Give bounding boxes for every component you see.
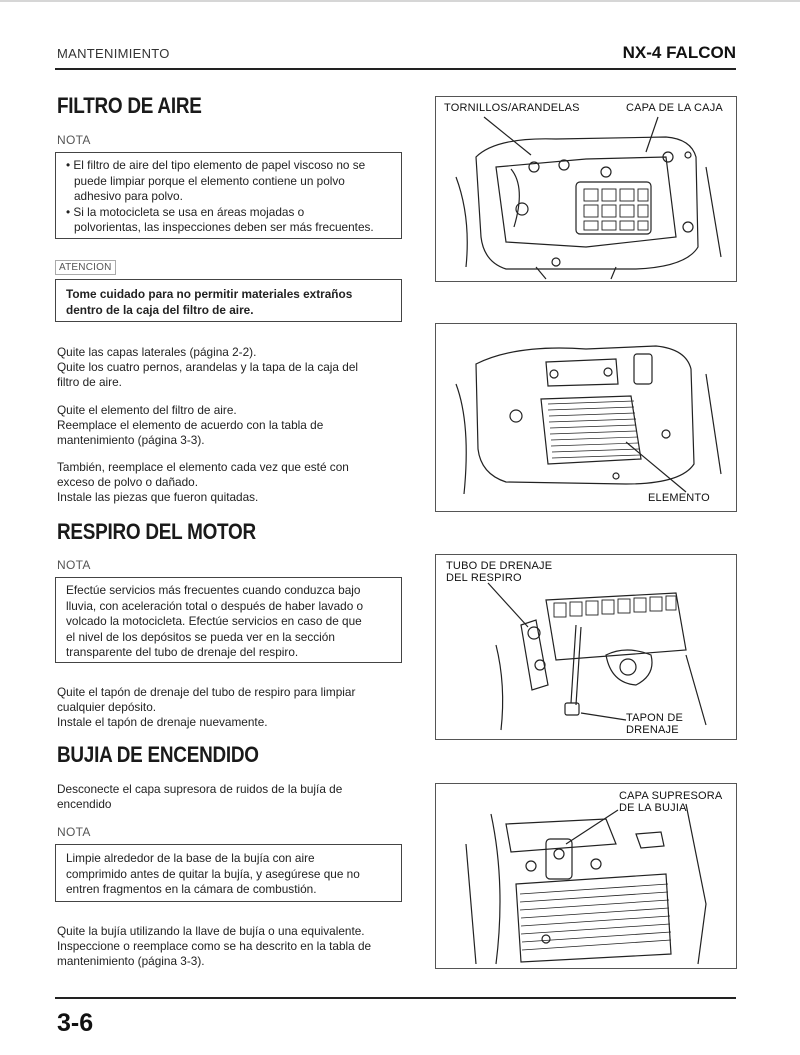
fig1-label-cover: CAPA DE LA CAJA <box>626 102 723 114</box>
header-rule <box>55 68 736 70</box>
bujia-nota-label: NOTA <box>57 825 91 839</box>
bujia-title: BUJIA DE ENCENDIDO <box>57 742 259 767</box>
bujia-intro: Desconecte el capa supresora de ruidos de la bujía de encendido <box>57 782 343 811</box>
fig3-label-plug: TAPON DE DRENAJE <box>626 712 684 736</box>
fig4-label-cap: CAPA SUPRESORA DE LA BUJIA <box>619 790 723 814</box>
figure-spark-plug-cap <box>435 783 737 969</box>
fig1-label-bolts: TORNILLOS/ARANDELAS <box>444 102 580 114</box>
figure-breather-drain <box>435 554 737 740</box>
filtro-title: FILTRO DE AIRE <box>57 93 202 118</box>
section-header: MANTENIMIENTO <box>57 46 170 61</box>
nota-item-2: • Si la motocicleta se usa en áreas mojadas o polvorientas, las inspecciones deben ser más frecuentes. <box>66 204 374 234</box>
air-box-cover-drawing <box>436 97 736 281</box>
fig2-label-element: ELEMENTO <box>648 492 710 504</box>
respiro-nota-box: Efectúe servicios más frecuentes cuando conduzca bajo lluvia, con aceleración total o después de haber lavado o volcado la motocicleta. Efectúe servicios en caso de que el nivel de los depósitos se pueda ver en la sección transparente del tubo de drenaje del respiro. <box>55 577 402 663</box>
top-edge-line <box>0 0 800 2</box>
filtro-nota-box <box>55 152 402 239</box>
respiro-nota-label: NOTA <box>57 558 91 572</box>
figure-air-filter-element <box>435 323 737 512</box>
nota-item-1: • El filtro de aire del tipo elemento de papel viscoso no se puede limpiar porque el elemento contiene un polvo adhesivo para polvo. <box>66 158 366 203</box>
figure-air-box-cover <box>435 96 737 282</box>
filtro-paragraph-2: Quite el elemento del filtro de aire. Reemplace el elemento de acuerdo con la tabla de mantenimiento (página 3-3). <box>57 403 324 447</box>
air-filter-element-drawing <box>436 324 736 511</box>
filtro-paragraph-3: También, reemplace el elemento cada vez que esté con exceso de polvo o dañado. Instale las piezas que fueron quitadas. <box>57 460 349 504</box>
respiro-paragraph: Quite el tapón de drenaje del tubo de respiro para limpiar cualquier depósito. Instale el tapón de drenaje nuevamente. <box>57 685 356 729</box>
page-number: 3-6 <box>57 1009 94 1037</box>
bujia-nota-box: Limpie alrededor de la base de la bujía con aire comprimido antes de quitar la bujía, y asegúrese que no entren fragmentos en la cámara de combustión. <box>55 844 402 902</box>
filtro-nota-label: NOTA <box>57 133 91 147</box>
footer-rule <box>55 997 736 999</box>
model-header: NX-4 FALCON <box>622 43 736 62</box>
atencion-box: Tome cuidado para no permitir materiales extraños dentro de la caja del filtro de aire. <box>55 279 402 322</box>
fig3-label-tube: TUBO DE DRENAJE DEL RESPIRO <box>446 560 553 584</box>
respiro-title: RESPIRO DEL MOTOR <box>57 519 256 544</box>
filtro-paragraph-1: Quite las capas laterales (página 2-2). Quite los cuatro pernos, arandelas y la tapa de la caja del filtro de aire. <box>57 345 359 389</box>
atencion-label: ATENCION <box>55 260 116 275</box>
bujia-paragraph: Quite la bujía utilizando la llave de bujía o una equivalente. Inspeccione o reemplace como se ha descrito en la tabla de mantenimiento (página 3-3). <box>57 924 372 968</box>
